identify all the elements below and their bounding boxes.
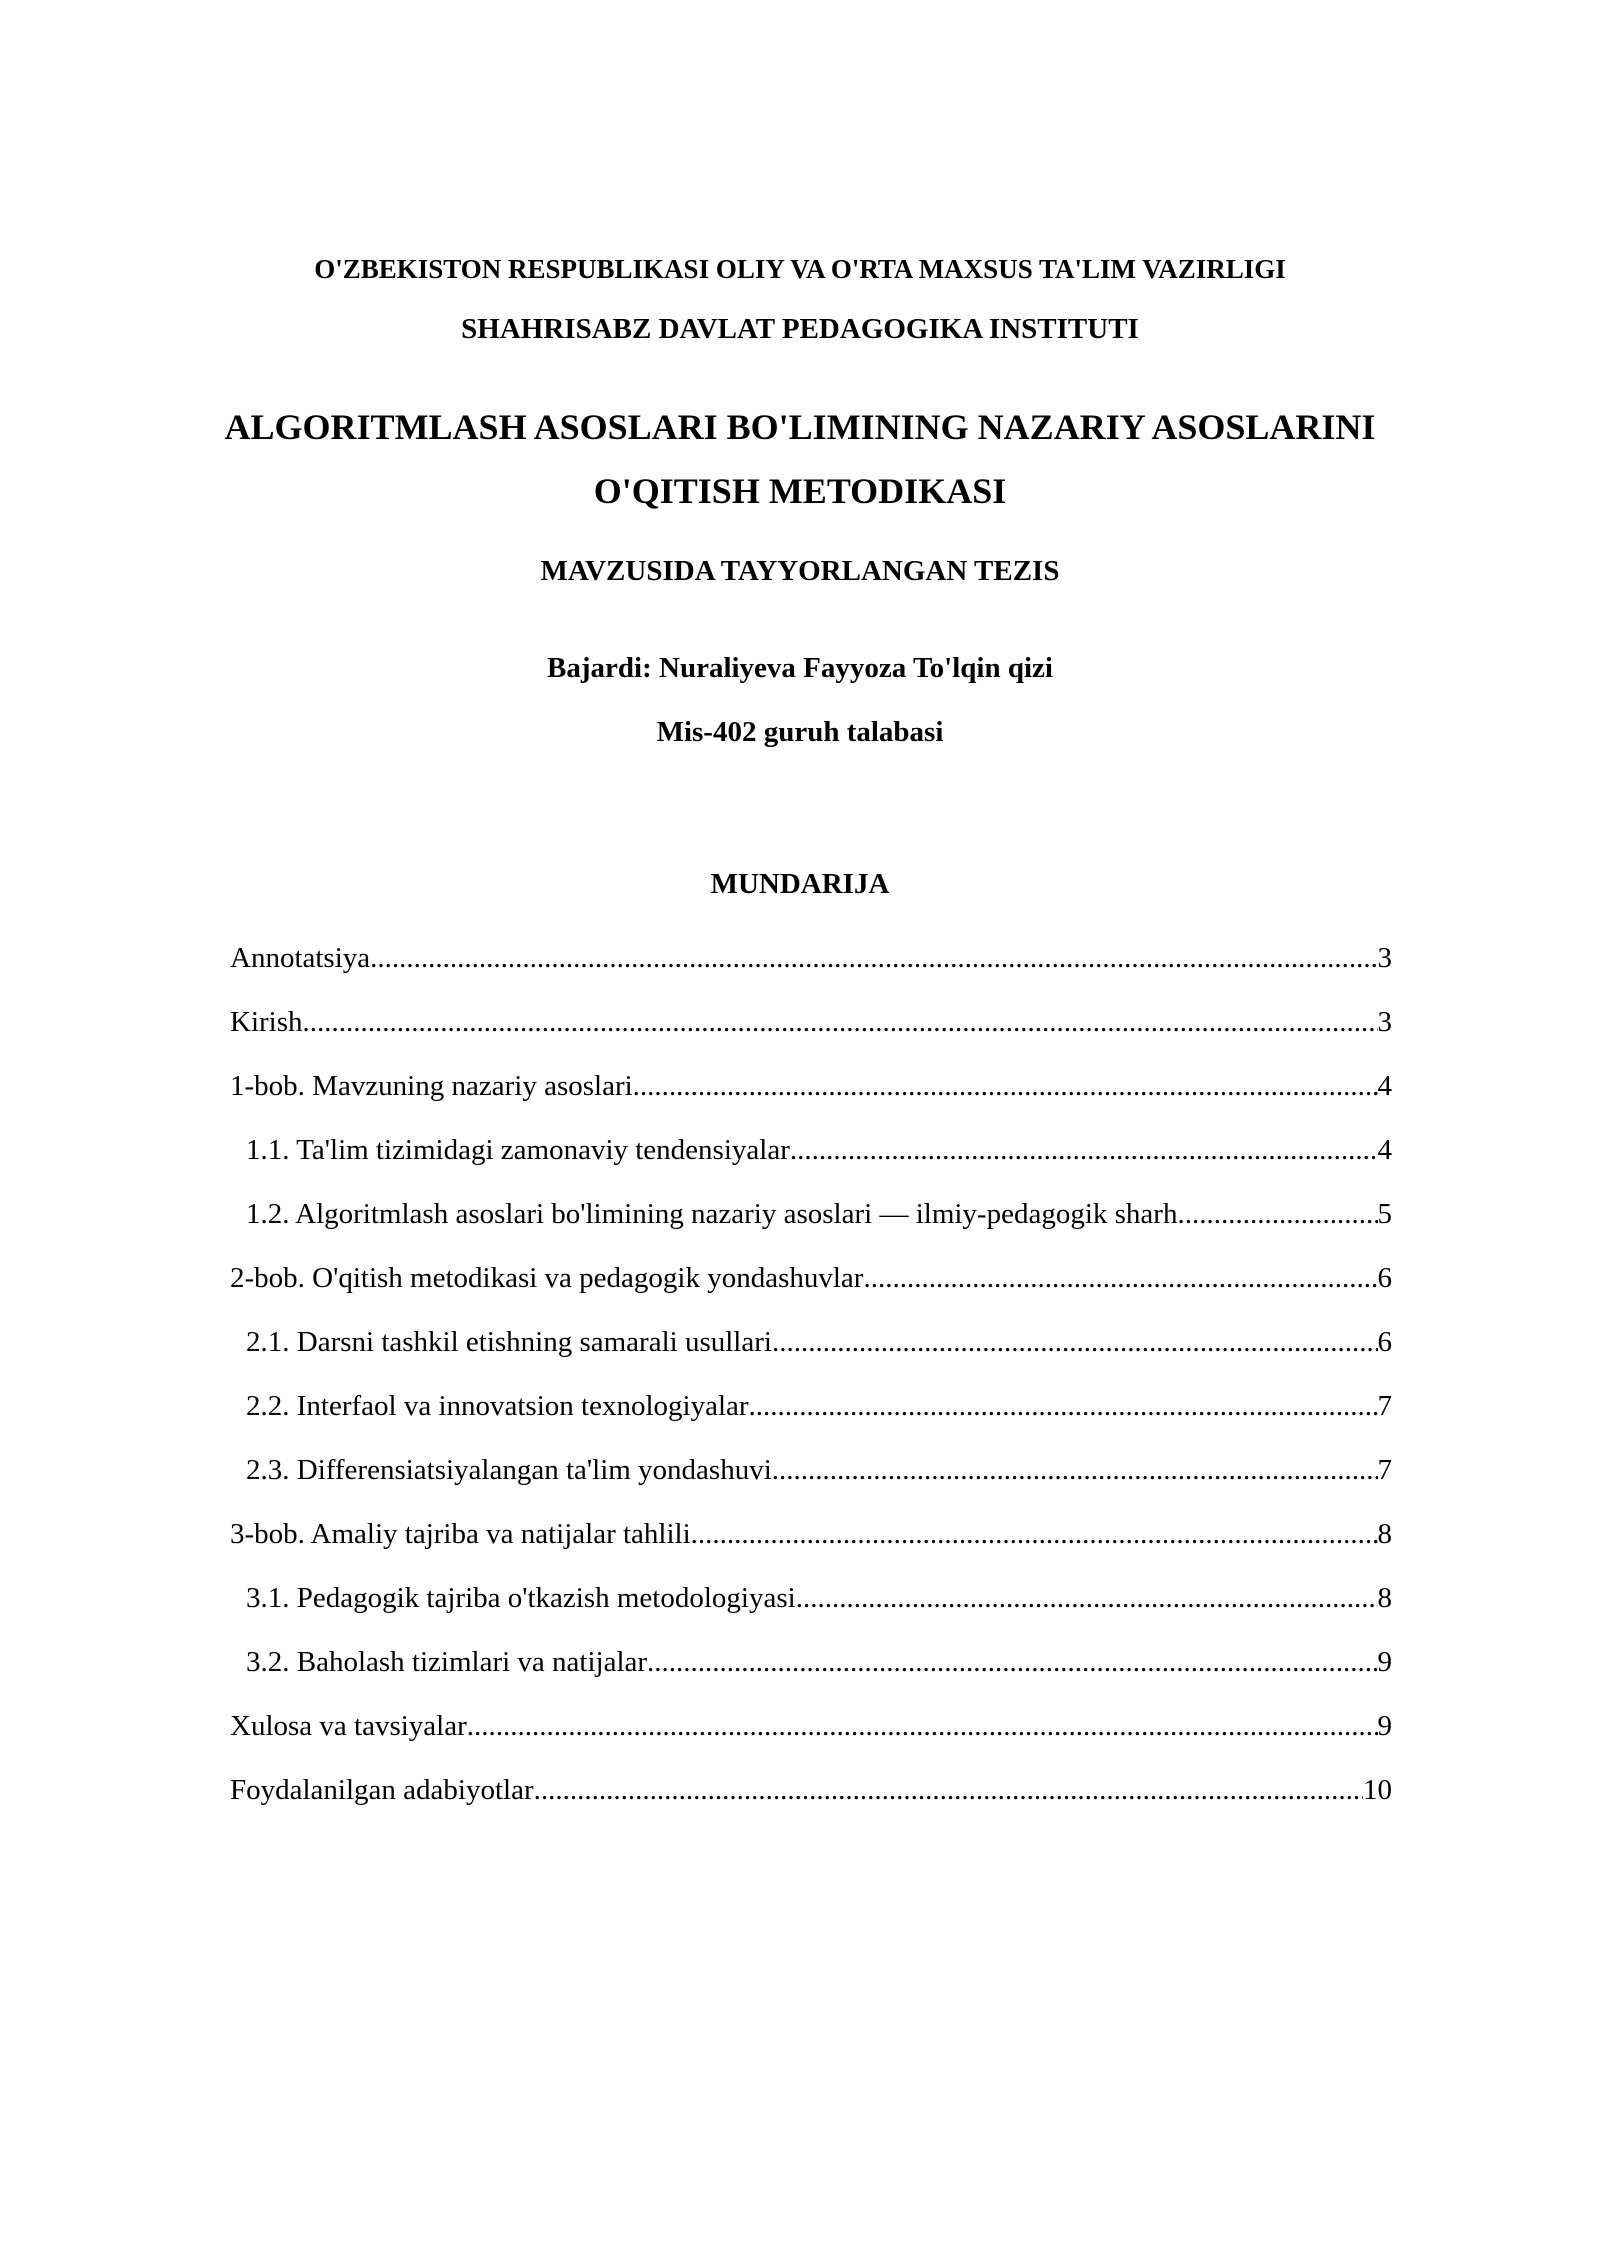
toc-entry-label: 1.2. Algoritmlash asoslari bo'limining nazariy asoslari — ilmiy-pedagogik sharh	[246, 1198, 1178, 1230]
toc-leader-dots	[772, 1444, 1378, 1496]
ministry-name: O'ZBEKISTON RESPUBLIKASI OLIY VA O'RTA MAXSUS TA'LIM VAZIRLIGI	[314, 254, 1286, 284]
toc-entry-label: 1-bob. Mavzuning nazariy asoslari	[230, 1070, 633, 1102]
toc-entry-label: 2.2. Interfaol va innovatsion texnologiyalar	[246, 1390, 749, 1422]
toc-entry-label: 3-bob. Amaliy tajriba va natijalar tahlili	[230, 1518, 691, 1550]
toc-leader-dots	[534, 1764, 1363, 1816]
toc-entry-page: 6	[1377, 1326, 1392, 1358]
toc-entry-label: 2-bob. O'qitish metodikasi va pedagogik yondashuvlar	[230, 1262, 864, 1294]
toc-entry[interactable]	[230, 1636, 1392, 1700]
toc-entry[interactable]	[230, 1060, 1392, 1124]
toc-leader-dots	[749, 1380, 1378, 1432]
table-of-contents	[230, 932, 1392, 1828]
toc-entry-label: Annotatsiya	[230, 942, 371, 974]
toc-entry[interactable]	[230, 932, 1392, 996]
toc-entry-label: 3.2. Baholash tizimlari va natijalar	[246, 1646, 648, 1678]
toc-entry[interactable]	[230, 1700, 1392, 1764]
document-title-line-1: ALGORITMLASH ASOSLARI BO'LIMINING NAZARIY ASOSLARINI	[224, 407, 1376, 447]
toc-leader-dots	[467, 1700, 1378, 1752]
toc-entry-label: 1.1. Ta'lim tizimidagi zamonaviy tendensiyalar	[246, 1134, 790, 1166]
toc-entry-page: 7	[1377, 1454, 1392, 1486]
group-line: Mis-402 guruh talabasi	[656, 716, 944, 748]
toc-leader-dots	[633, 1060, 1378, 1112]
toc-entry-page: 9	[1377, 1710, 1392, 1742]
toc-entry-page: 10	[1363, 1774, 1392, 1806]
institute-name: SHAHRISABZ DAVLAT PEDAGOGIKA INSTITUTI	[461, 313, 1139, 345]
toc-entry[interactable]	[230, 996, 1392, 1060]
toc-entry[interactable]	[230, 1508, 1392, 1572]
toc-entry-page: 7	[1377, 1390, 1392, 1422]
toc-leader-dots	[691, 1508, 1378, 1560]
toc-entry[interactable]	[230, 1444, 1392, 1508]
document-subtitle: MAVZUSIDA TAYYORLANGAN TEZIS	[540, 555, 1060, 587]
toc-leader-dots	[647, 1636, 1377, 1688]
toc-entry-label: Kirish	[230, 1006, 303, 1038]
toc-entry[interactable]	[230, 1124, 1392, 1188]
toc-leader-dots	[1177, 1188, 1377, 1240]
toc-entry-page: 8	[1377, 1582, 1392, 1614]
toc-entry-label: Xulosa va tavsiyalar	[230, 1710, 467, 1742]
toc-entry[interactable]	[230, 1252, 1392, 1316]
toc-entry-label: 2.1. Darsni tashkil etishning samarali usullari	[246, 1326, 772, 1358]
toc-leader-dots	[796, 1572, 1378, 1624]
toc-entry[interactable]	[230, 1380, 1392, 1444]
toc-entry[interactable]	[230, 1764, 1392, 1828]
toc-leader-dots	[863, 1252, 1377, 1304]
toc-entry-page: 9	[1377, 1646, 1392, 1678]
toc-entry-page: 3	[1377, 1006, 1392, 1038]
toc-entry[interactable]	[230, 1188, 1392, 1252]
document-title-line-2: O'QITISH METODIKASI	[593, 471, 1007, 511]
toc-entry-label: 3.1. Pedagogik tajriba o'tkazish metodologiyasi	[246, 1582, 796, 1614]
toc-entry-page: 8	[1377, 1518, 1392, 1550]
toc-entry-page: 4	[1377, 1070, 1392, 1102]
toc-entry[interactable]	[230, 1572, 1392, 1636]
toc-entry-page: 6	[1377, 1262, 1392, 1294]
toc-entry-label: Foydalanilgan adabiyotlar	[230, 1774, 534, 1806]
toc-heading: MUNDARIJA	[710, 868, 890, 900]
toc-entry-page: 3	[1377, 942, 1392, 974]
toc-leader-dots	[370, 932, 1377, 984]
toc-entry-label: 2.3. Differensiatsiyalangan ta'lim yondashuvi	[246, 1454, 772, 1486]
author-line: Bajardi: Nuraliyeva Fayyoza To'lqin qizi	[547, 652, 1053, 684]
toc-leader-dots	[772, 1316, 1378, 1368]
toc-entry-page: 5	[1377, 1198, 1392, 1230]
toc-leader-dots	[303, 996, 1378, 1048]
toc-entry-page: 4	[1377, 1134, 1392, 1166]
toc-leader-dots	[790, 1124, 1378, 1176]
toc-entry[interactable]	[230, 1316, 1392, 1380]
